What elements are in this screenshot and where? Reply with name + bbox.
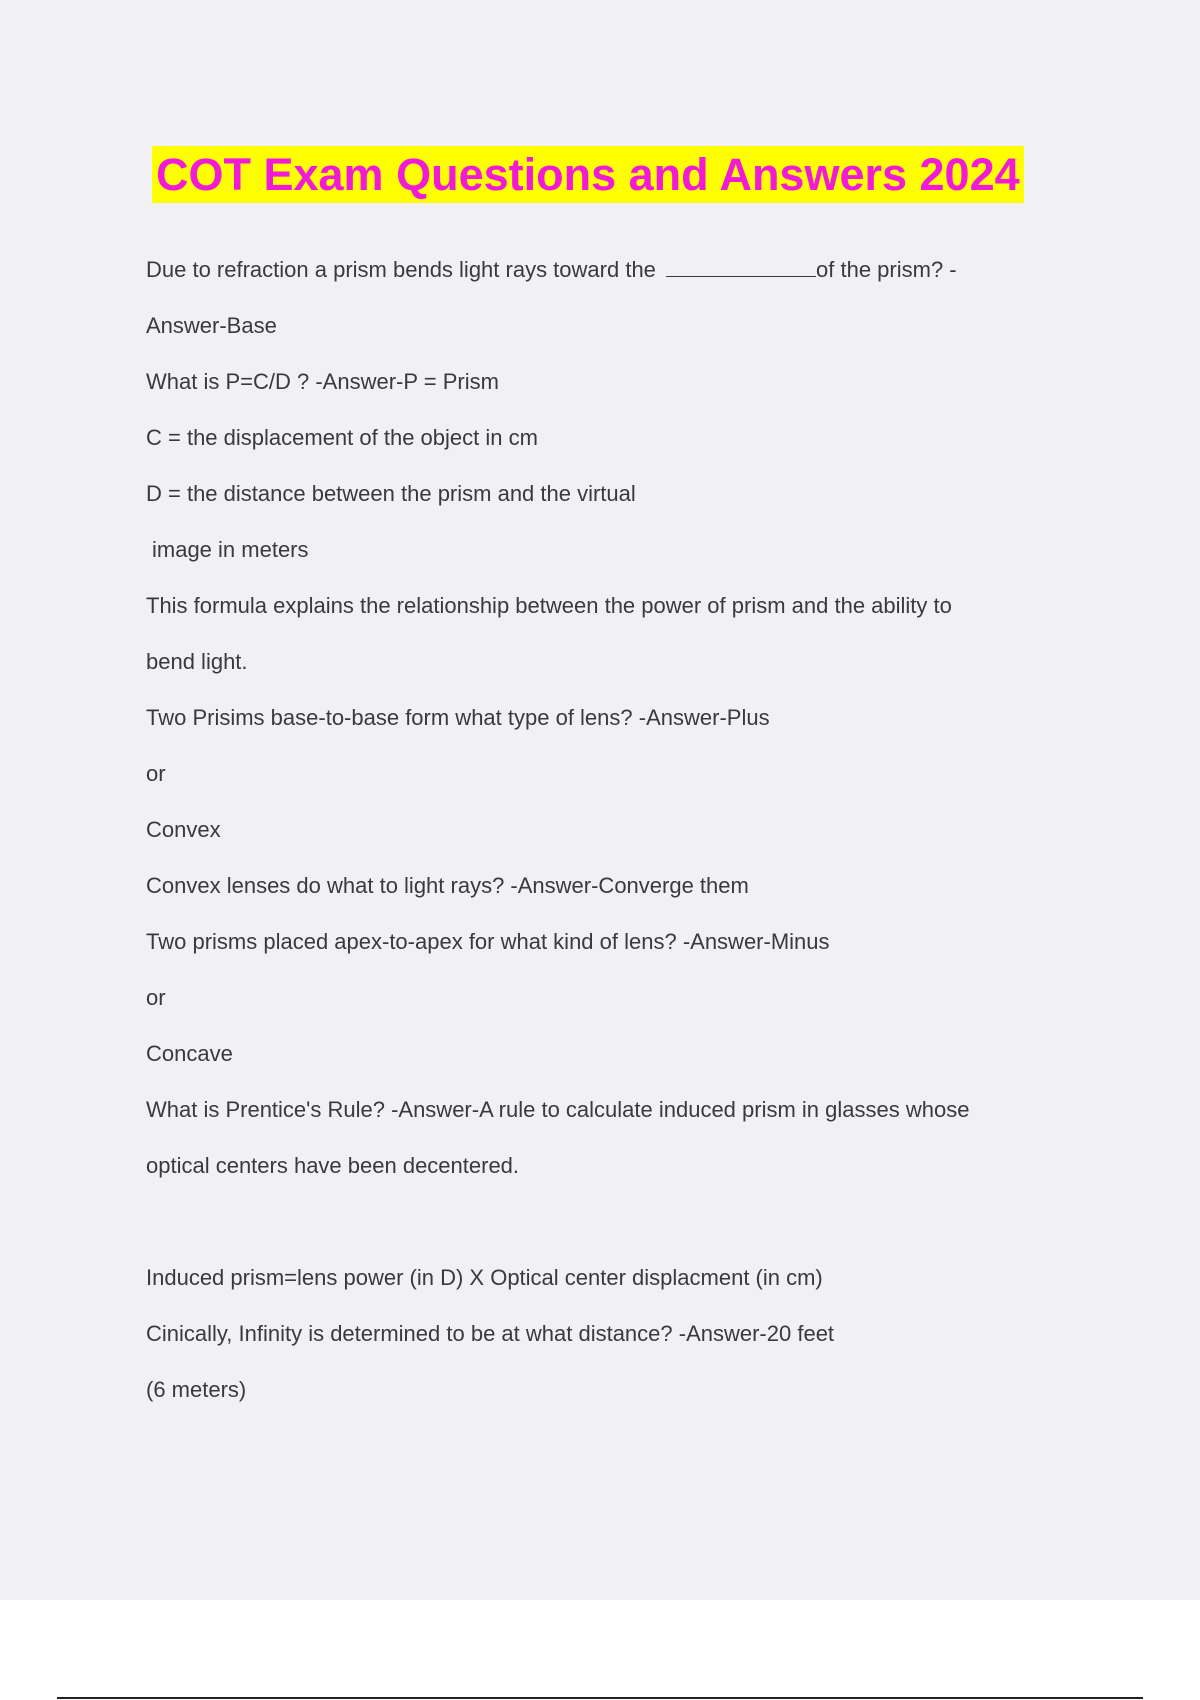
question-line: Cinically, Infinity is determined to be at what distance? -Answer-20 feet: [146, 1321, 835, 1346]
answer-detail-line: C = the displacement of the object in cm: [146, 425, 538, 450]
answer-detail-line: Convex: [146, 817, 221, 842]
answer-detail-line: Concave: [146, 1041, 233, 1066]
answer-detail-line: image in meters: [152, 537, 309, 562]
question-line: Convex lenses do what to light rays? -Answer-Converge them: [146, 873, 749, 898]
answer-detail-line: or: [146, 761, 166, 786]
question-text-post: of the prism? -: [816, 257, 957, 282]
answer-line: Answer-Base: [146, 313, 277, 338]
answer-detail-line: Induced prism=lens power (in D) X Optical center displacment (in cm): [146, 1265, 823, 1290]
fill-in-blank: [666, 250, 816, 277]
question-line: Two prisms placed apex-to-apex for what kind of lens? -Answer-Minus: [146, 929, 830, 954]
question-line: [146, 250, 1066, 306]
answer-detail-line: bend light.: [146, 649, 248, 674]
document-title: COT Exam Questions and Answers 2024: [156, 149, 1020, 200]
question-line: What is P=C/D ? -Answer-P = Prism: [146, 369, 499, 394]
answer-detail-line: This formula explains the relationship between the power of prism and the ability to: [146, 593, 952, 618]
blank-line: [146, 1202, 1066, 1258]
question-text-pre: Due to refraction a prism bends light rays toward the: [146, 257, 663, 282]
answer-detail-line: or: [146, 985, 166, 1010]
answer-detail-line: D = the distance between the prism and the virtual: [146, 481, 636, 506]
footer-divider: [57, 1697, 1143, 1699]
question-line: What is Prentice's Rule? -Answer-A rule to calculate induced prism in glasses whose: [146, 1097, 970, 1122]
question-line: Two Prisims base-to-base form what type of lens? -Answer-Plus: [146, 705, 770, 730]
title-highlight: [152, 146, 1024, 203]
answer-detail-line: optical centers have been decentered.: [146, 1153, 520, 1178]
answer-detail-line: (6 meters): [146, 1377, 247, 1402]
qa-content: [146, 250, 1066, 1426]
